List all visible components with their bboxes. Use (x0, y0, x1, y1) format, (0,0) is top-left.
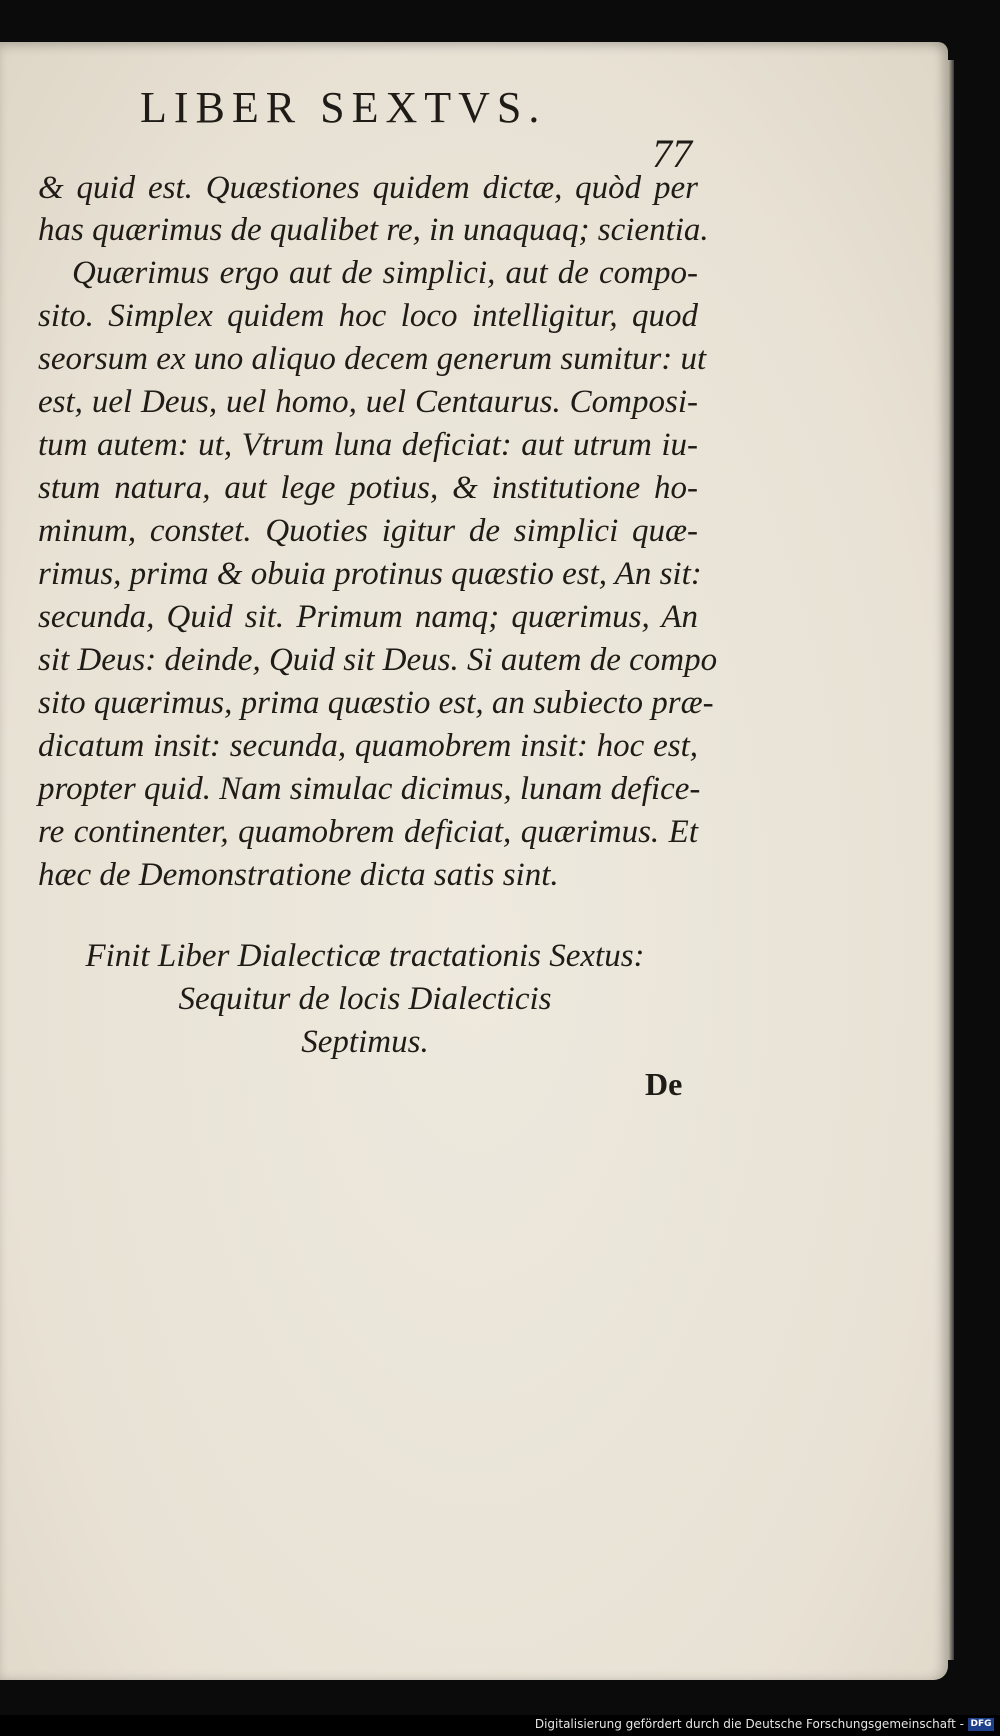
body-line: has quærimus de qualibet re, in unaquaq; scientia. (38, 212, 709, 248)
body-line: hæc de Demonstratione dicta satis sint. (38, 857, 559, 893)
body-line: Quærimus ergo aut de simplici, aut de compo- (72, 255, 698, 291)
colophon-line: Sequitur de locis Dialecticis (178, 981, 552, 1017)
body-line: sito quærimus, prima quæstio est, an subiecto præ- (38, 685, 714, 721)
body-line: propter quid. Nam simulac dicimus, lunam defice- (38, 771, 701, 807)
body-line: est, uel Deus, uel homo, uel Centaurus. Composi- (38, 384, 698, 420)
body-line: minum, constet. Quoties igitur de simplici quæ- (38, 513, 698, 549)
page-number: 77 (652, 131, 692, 176)
body-line: sito. Simplex quidem hoc loco intelligitur, quod (38, 298, 698, 334)
body-line: secunda, Quid sit. Primum namq; quærimus, An (38, 599, 698, 635)
body-line: rimus, prima & obuia protinus quæstio est, An sit: (38, 556, 702, 592)
dfg-logo-icon: DFG (968, 1718, 994, 1731)
body-line: sit Deus: deinde, Quid sit Deus. Si autem de compo (38, 642, 718, 678)
colophon-line: Septimus. (301, 1024, 429, 1060)
running-title: LIBER SEXTVS. (140, 83, 547, 132)
body-line: re continenter, quamobrem deficiat, quærimus. Et (38, 814, 698, 850)
body-line: tum autem: ut, Vtrum luna deficiat: aut utrum iu- (38, 427, 698, 463)
body-line: seorsum ex uno aliquo decem generum sumitur: ut (38, 341, 707, 377)
page-edge (948, 60, 954, 1660)
catchword: De (645, 1066, 683, 1102)
body-line: & quid est. Quæstiones quidem dictæ, quòd per (38, 170, 698, 206)
footer-credit: Digitalisierung gefördert durch die Deutsche Forschungsgemeinschaft - (534, 1717, 964, 1731)
body-line: dicatum insit: secunda, quamobrem insit: hoc est, (38, 728, 698, 764)
body-line: stum natura, aut lege potius, & institutione ho- (38, 470, 698, 506)
colophon-line: Finit Liber Dialecticæ tractationis Sextus: (85, 938, 645, 974)
